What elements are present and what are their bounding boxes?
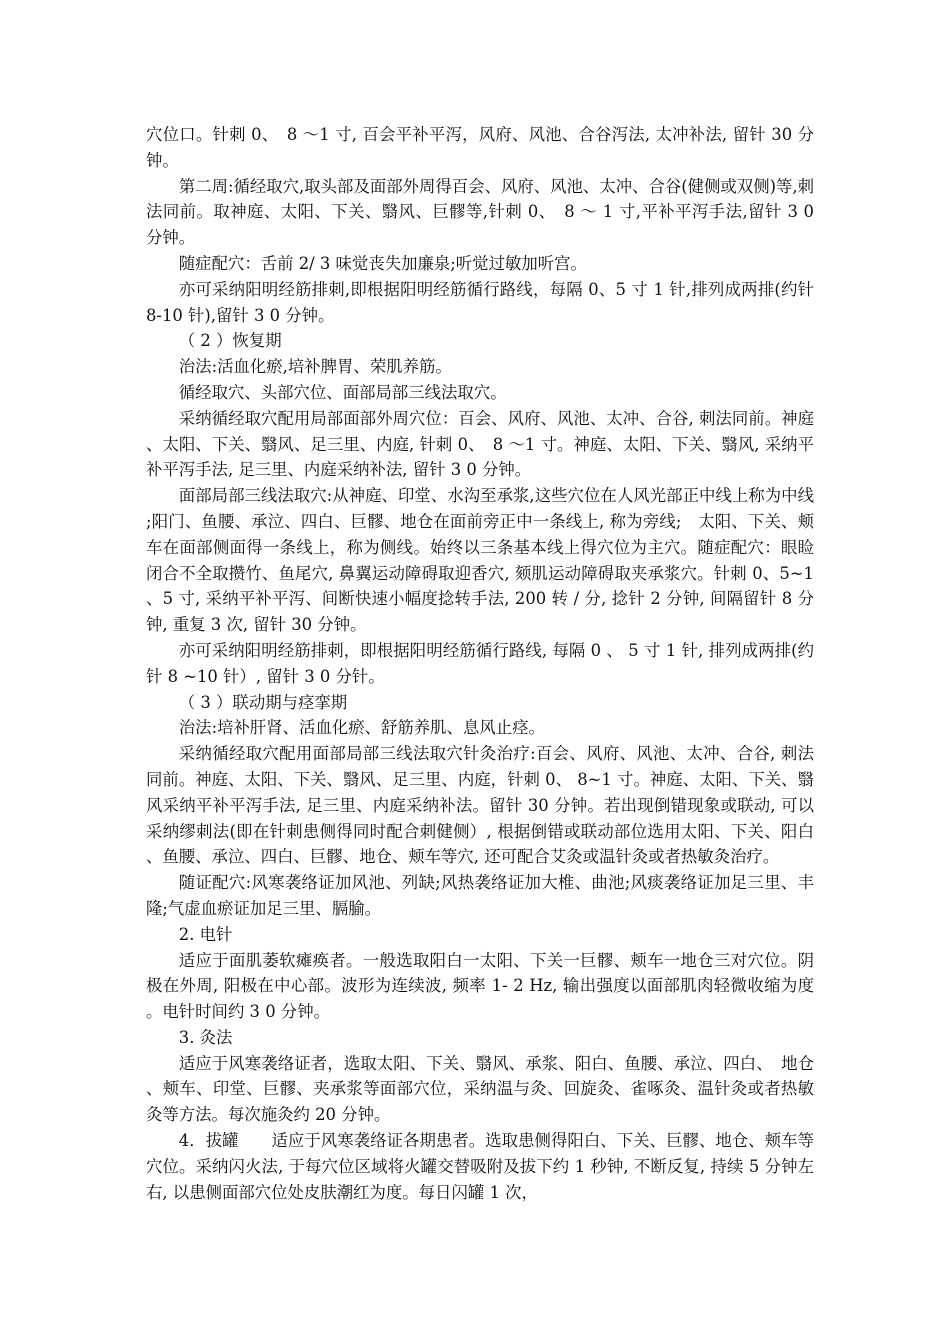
section-heading-spasm: （ 3 ）联动期与痉挛期 xyxy=(178,692,348,712)
paragraph-4: 亦可采纳阳明经筋排刺,即根据阳明经筋循行路线，每隔 0、5 寸 1 针,排列成两排(约针 8-10 针),留针 3 0 分钟。 xyxy=(146,279,814,325)
paragraph-16: 适应于面肌萎软瘫痪者。一般选取阳白一太阳、下关一巨髎、颊车一地仓三对穴位。阴极在外周, 阳极在中心部。波形为连续波, 频率 1- 2 Hz, 输出强度以面部肌肉轻微收缩为度。电针时间约 3 0 分钟。 xyxy=(146,950,814,1022)
paragraph-7: 循经取穴、头部穴位、面部局部三线法取穴。 xyxy=(178,382,507,402)
paragraph-2: 第二周:循经取穴,取头部及面部外周得百会、风府、风池、太冲、合谷(健侧或双侧)等,刺法同前。取神庭、太阳、下关、翳风、巨髎等,针刺 0、 8 ～ 1 寸,平补平泻手法,留针 3 0 分钟。 xyxy=(146,176,814,248)
paragraph-8: 采纳循经取穴配用局部面部外周穴位：百会、风府、风池、太冲、合谷, 刺法同前。神庭、太阳、下关、翳风、足三里、内庭, 针刺 0、 8 ～1 寸。神庭、太阳、下关、翳风, 采纳平补平泻手法, 足三里、内庭采纳补法, 留针 3 0 分钟。 xyxy=(146,408,814,480)
section-heading-moxibustion: 3. 灸法 xyxy=(178,1027,233,1047)
paragraph-19: 4．拔罐 适应于风寒袭络证各期患者。选取患侧得阳白、下关、巨髎、地仓、颊车等穴位。采纳闪火法, 于每穴位区域将火罐交替吸附及拔下约 1 秒钟, 不断反复, 持续 5 分钟左右, 以患侧面部穴位处皮肤潮红为度。每日闪罐 1 次， xyxy=(146,1131,814,1202)
paragraph-18: 适应于风寒袭络证者，选取太阳、下关、翳风、承浆、阳白、鱼腰、承泣、四白、 地仓、颊车、印堂、巨髎、夹承浆等面部穴位，采纳温与灸、回旋灸、雀啄灸、温针灸或者热敏灸等方法。每次施灸约 20 分钟。 xyxy=(146,1053,814,1125)
paragraph-3: 随症配穴：舌前 2/ 3 味觉丧失加廉泉;听觉过敏加听宫。 xyxy=(178,253,587,273)
paragraph-1: 穴位口。针刺 0、 8 ～1 寸, 百会平补平泻，风府、风池、合谷泻法, 太冲补法, 留针 30 分钟。 xyxy=(146,125,814,170)
paragraph-14: 随证配穴:风寒袭络证加风池、列缺;风热袭络证加大椎、曲池;风痰袭络证加足三里、丰隆;气虚血瘀证加足三里、膈腧。 xyxy=(146,873,814,918)
paragraph-6: 治法:活血化瘀,培补脾胃、荣肌养筋。 xyxy=(178,357,452,377)
paragraph-13: 采纳循经取穴配用面部局部三线法取穴针灸治疗:百会、风府、风池、太冲、合谷, 刺法同前。神庭、太阳、下关、翳风、足三里、内庭，针刺 0、 8~1 寸。神庭、太阳、下关、翳风采纳平补平泻手法, 足三里、内庭采纳补法。留针 30 分钟。若出现倒错现象或联动, 可以采纳缪刺法(即在针刺患侧得同时配合刺健侧）, 根据倒错或联动部位选用太阳、下关、阳白、鱼腰、承泣、四白、巨髎、地仓、颊车等穴, 还可配合艾灸或温针灸或者热敏灸治疗。 xyxy=(146,744,814,867)
section-heading-recovery: （ 2 ）恢复期 xyxy=(178,331,282,351)
paragraph-9: 面部局部三线法取穴:从神庭、印堂、水沟至承浆,这些穴位在人风光部正中线上称为中线;阳门、鱼腰、承泣、四白、巨髎、地仓在面前旁正中一条线上, 称为旁线; 太阳、下关、颊车在面部侧面得一条线上，称为侧线。始终以三条基本线上得穴位为主穴。随症配穴：眼睑闭合不全取攒竹、鱼尾穴, 鼻翼运动障碍取迎香穴, 颏肌运动障碍取夹承浆穴。针刺 0、5~1、5 寸, 采纳平补平泻、间断快速小幅度捻转手法, 200 转 / 分, 捻针 2 分钟, 间隔留针 8 分钟, 重复 3 次, 留针 30 分钟。 xyxy=(146,486,814,635)
section-heading-electroacupuncture: 2. 电针 xyxy=(178,924,233,944)
paragraph-10: 亦可采纳阳明经筋排刺，即根据阳明经筋循行路线, 每隔 0 、 5 寸 1 针, 排列成两排(约针 8 ~10 针）, 留针 3 0 分针。 xyxy=(146,640,814,686)
paragraph-12: 治法:培补肝肾、活血化瘀、舒筋养肌、息风止痉。 xyxy=(178,718,545,738)
body-text xyxy=(146,122,814,1205)
